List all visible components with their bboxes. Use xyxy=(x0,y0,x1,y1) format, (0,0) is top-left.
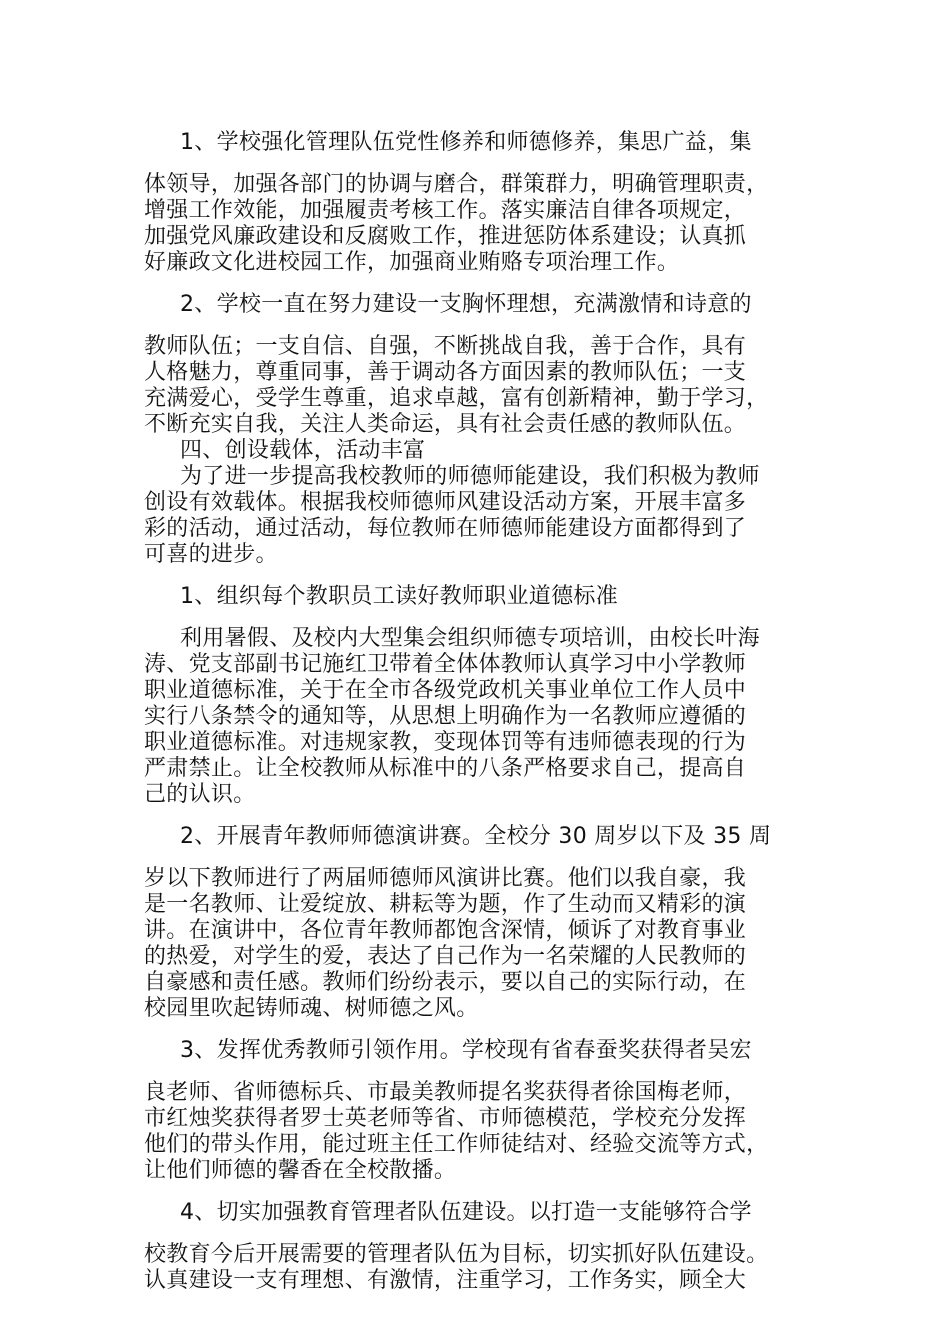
text-line: 1、组织每个教职员工读好教师职业道德标准 xyxy=(180,584,618,609)
text-line: 加强党风廉政建设和反腐败工作，推进惩防体系建设；认真抓 xyxy=(144,224,747,249)
text-line: 增强工作效能，加强履责考核工作。落实廉洁自律各项规定， xyxy=(144,198,747,223)
text-line: 让他们师德的馨香在全校散播。 xyxy=(144,1158,457,1183)
text-line: 教师队伍；一支自信、自强，不断挑战自我，善于合作，具有 xyxy=(144,334,747,359)
text-line: 认真建设一支有理想、有激情，注重学习，工作务实，顾全大 xyxy=(144,1268,747,1293)
paragraph-4 xyxy=(144,584,820,610)
document-body xyxy=(144,130,820,1294)
text-line: 人格魅力，尊重同事，善于调动各方面因素的教师队伍；一支 xyxy=(144,360,747,385)
text-line: 1、学校强化管理队伍党性修养和师德修养，集思广益，集 xyxy=(180,130,752,155)
text-line: 的热爱，对学生的爱，表达了自己作为一名荣耀的人民教师的 xyxy=(144,944,747,969)
paragraph-2 xyxy=(144,292,820,438)
text-line: 校教育今后开展需要的管理者队伍为目标，切实抓好队伍建设。 xyxy=(144,1242,769,1267)
text-line: 可喜的进步。 xyxy=(144,542,278,567)
text-line: 自豪感和责任感。教师们纷纷表示，要以自己的实际行动，在 xyxy=(144,970,747,995)
paragraph-3 xyxy=(144,464,820,568)
text-line: 职业道德标准。对违规家教，变现体罚等有违师德表现的行为 xyxy=(144,730,747,755)
text-line: 他们的带头作用，能过班主任工作师徒结对、经验交流等方式， xyxy=(144,1132,769,1157)
paragraph-5 xyxy=(144,626,820,808)
text-line: 2、开展青年教师师德演讲赛。全校分 30 周岁以下及 35 周 xyxy=(180,824,772,849)
text-line: 讲。在演讲中，各位青年教师都饱含深情，倾诉了对教育事业 xyxy=(144,918,747,943)
text-line: 充满爱心，受学生尊重，追求卓越，富有创新精神，勤于学习， xyxy=(144,386,769,411)
text-line: 严肃禁止。让全校教师从标准中的八条严格要求自己，提高自 xyxy=(144,756,747,781)
text-line: 不断充实自我，关注人类命运，具有社会责任感的教师队伍。 xyxy=(144,412,747,437)
paragraph-1 xyxy=(144,130,820,276)
text-line: 3、发挥优秀教师引领作用。学校现有省春蚕奖获得者吴宏 xyxy=(180,1038,752,1063)
text-line: 职业道德标准，关于在全市各级党政机关事业单位工作人员中 xyxy=(144,678,747,703)
text-line: 为了进一步提高我校教师的师德师能建设，我们积极为教师 xyxy=(180,464,760,489)
paragraph-6 xyxy=(144,824,820,1022)
heading-text: 四、创设载体，活动丰富 xyxy=(180,438,426,463)
paragraph-8 xyxy=(144,1200,820,1294)
text-line: 岁以下教师进行了两届师德师风演讲比赛。他们以我自豪，我 xyxy=(144,866,747,891)
text-line: 是一名教师、让爱绽放、耕耘等为题，作了生动而又精彩的演 xyxy=(144,892,747,917)
text-line: 4、切实加强教育管理者队伍建设。以打造一支能够符合学 xyxy=(180,1200,752,1225)
paragraph-7 xyxy=(144,1038,820,1184)
text-line: 彩的活动，通过活动，每位教师在师德师能建设方面都得到了 xyxy=(144,516,747,541)
text-line: 市红烛奖获得者罗士英老师等省、市师德模范，学校充分发挥 xyxy=(144,1106,747,1131)
text-line: 实行八条禁令的通知等，从思想上明确作为一名教师应遵循的 xyxy=(144,704,747,729)
text-line: 己的认识。 xyxy=(144,782,256,807)
text-line: 校园里吹起铸师魂、树师德之风。 xyxy=(144,996,479,1021)
text-line: 创设有效载体。根据我校师德师风建设活动方案，开展丰富多 xyxy=(144,490,747,515)
text-line: 2、学校一直在努力建设一支胸怀理想，充满激情和诗意的 xyxy=(180,292,752,317)
section-heading xyxy=(144,438,820,464)
text-line: 涛、党支部副书记施红卫带着全体体教师认真学习中小学教师 xyxy=(144,652,747,677)
text-line: 良老师、省师德标兵、市最美教师提名奖获得者徐国梅老师， xyxy=(144,1080,747,1105)
text-line: 体领导，加强各部门的协调与磨合，群策群力，明确管理职责， xyxy=(144,172,769,197)
text-line: 好廉政文化进校园工作，加强商业贿赂专项治理工作。 xyxy=(144,250,680,275)
text-line: 利用暑假、及校内大型集会组织师德专项培训，由校长叶海 xyxy=(180,626,760,651)
